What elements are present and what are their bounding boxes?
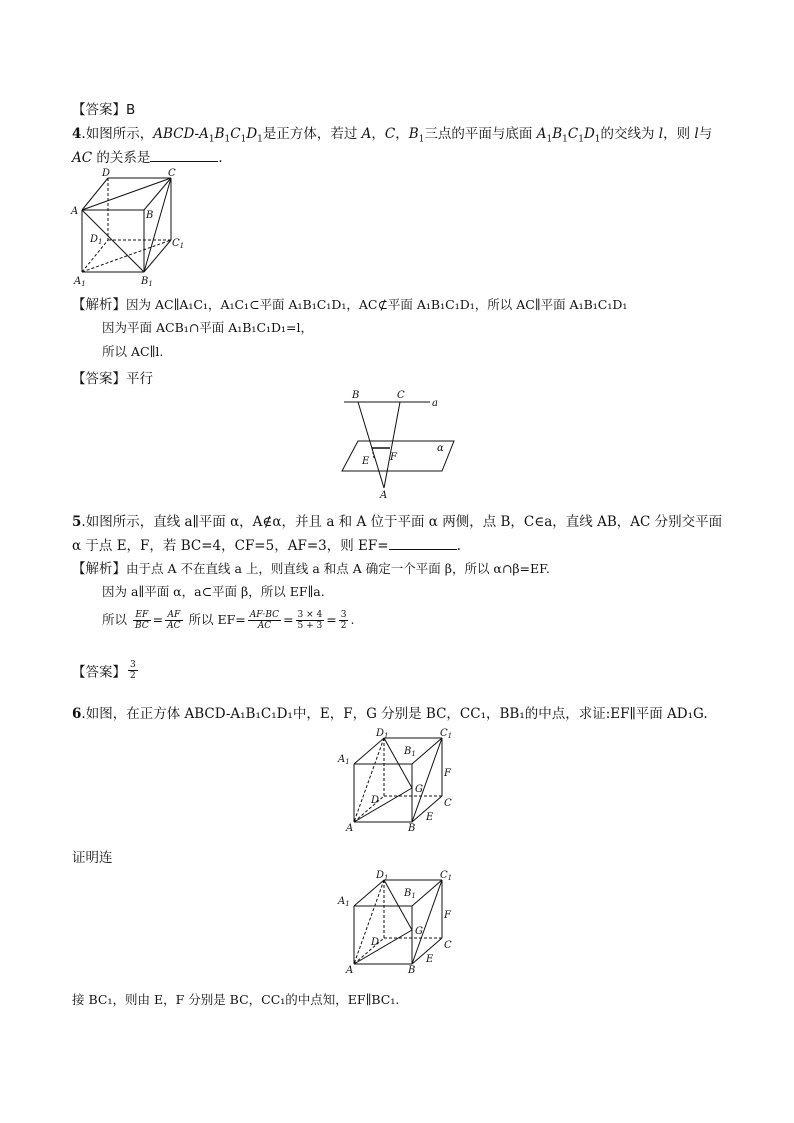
question-5-line2: α 于点 E，F，若 BC=4，CF=5，AF=3，则 EF= . (72, 538, 461, 554)
q4-analysis-2: 因为平面 ACB₁∩平面 A₁B₁C₁D₁=l， (102, 320, 314, 335)
proof-line-1: 接 BC₁，则由 E，F 分别是 BC，CC₁的中点知，EF∥BC₁. (72, 992, 400, 1007)
label-B1: $B_1$ (404, 746, 416, 758)
label-A1: $A_1$ (74, 276, 86, 288)
fraction-ef-bc: $\frac{EF}{BC}$ (135, 610, 149, 631)
question-4-line2: AC 的关系是 . (72, 150, 223, 166)
label-E: E (426, 812, 434, 823)
label-F: F (444, 910, 451, 921)
answer-3: 【答案】B (72, 102, 136, 118)
label-B1: $B_1$ (141, 276, 153, 288)
answer-fraction: $\frac{3}{2}$ (130, 660, 136, 681)
label-D1: $D_1$ (376, 870, 389, 882)
label-A: A (71, 206, 79, 217)
question-5-line1: 5.如图所示，直线 a∥平面 α，A∉α，并且 a 和 A 位于平面 α 两侧，点 B，C∈a，直线 AB，AC 分别交平面 (72, 514, 723, 530)
label-D: D (371, 937, 380, 948)
label-B: B (146, 210, 154, 221)
fraction-result: $\frac{3}{2}$ (340, 610, 347, 631)
q4-analysis-3: 所以 AC∥l. (102, 344, 164, 359)
label-F: F (444, 768, 451, 779)
label-A: A (346, 823, 354, 834)
label-B1: $B_1$ (404, 888, 416, 900)
label-C1: $C_1$ (172, 238, 185, 250)
q5-analysis-2: 因为 a∥平面 α，a⊂平面 β，所以 EF∥a. (102, 584, 325, 599)
question-6: 6.如图，在正方体 ABCD-A₁B₁C₁D₁中，E，F，G 分别是 BC，CC₁，BB₁的中点，求证:EF∥平面 AD₁G. (72, 706, 708, 722)
cube-figure-3 (336, 866, 466, 980)
label-a: a (432, 398, 438, 409)
label-D: D (102, 168, 111, 179)
q4-analysis-1: 【解析】因为 AC∥A₁C₁，A₁C₁⊂平面 A₁B₁C₁D₁，AC⊄平面 A₁B₁C₁D₁，所以 AC∥平面 A₁B₁C₁D₁ (72, 297, 628, 313)
label-C: C (444, 798, 452, 809)
answer-blank-q5[interactable] (389, 537, 457, 550)
label-G: G (415, 784, 423, 795)
fraction-afbc-ac: $\frac{AF\cdot BC}{AC}$ (249, 610, 280, 631)
label-E: E (426, 954, 434, 965)
label-C: C (168, 168, 176, 179)
label-C1: $C_1$ (440, 870, 453, 882)
cube-figure-1 (68, 166, 188, 290)
fraction-numbers: $\frac{3 \times 4}{5 + 3}$ (297, 610, 323, 631)
label-F: F (390, 452, 397, 463)
label-G: G (415, 926, 423, 937)
label-D1: $D_1$ (90, 234, 103, 246)
label-D1: $D_1$ (376, 728, 389, 740)
label-D: D (371, 795, 380, 806)
label-C1: $C_1$ (440, 728, 453, 740)
answer-blank[interactable] (150, 149, 218, 162)
label-A: A (380, 490, 388, 501)
label-A1: $A_1$ (338, 896, 350, 908)
q5-analysis-1: 【解析】由于点 A 不在直线 a 上，则直线 a 和点 A 确定一个平面 β，所以 α∩β=EF. (72, 561, 550, 577)
label-alpha: α (437, 443, 444, 454)
proof-label: 证明连 (72, 850, 113, 866)
plane-line-figure (330, 386, 460, 502)
label-B: B (408, 823, 416, 834)
cube-figure-2 (336, 724, 466, 838)
q4-answer: 【答案】平行 (72, 371, 153, 387)
q5-answer: 【答案】 $\frac{3}{2}$ (72, 660, 136, 681)
label-A1: $A_1$ (338, 754, 350, 766)
label-C: C (444, 940, 452, 951)
label-A: A (346, 965, 354, 976)
label-B: B (352, 390, 360, 401)
label-B: B (408, 965, 416, 976)
question-4-line1: 4.如图所示，ABCD-$A_1B_1C_1D_1$是正方体，若过 A，C，$B_1$三点的平面与底面 $A_1B_1C_1D_1$的交线为 l，则 l与 (72, 126, 713, 145)
fraction-af-ac: $\frac{AF}{AC}$ (167, 610, 181, 631)
label-C: C (397, 390, 405, 401)
label-E: E (362, 456, 370, 467)
q5-analysis-3: 所以 $\frac{EF}{BC}$ = $\frac{AF}{AC}$ 所以 EF= $\frac{AF\cdot BC}{AC}$ = $\frac{3 \times 4}{5 + 3}$ = $\frac{3}{2}$ . (102, 610, 355, 631)
